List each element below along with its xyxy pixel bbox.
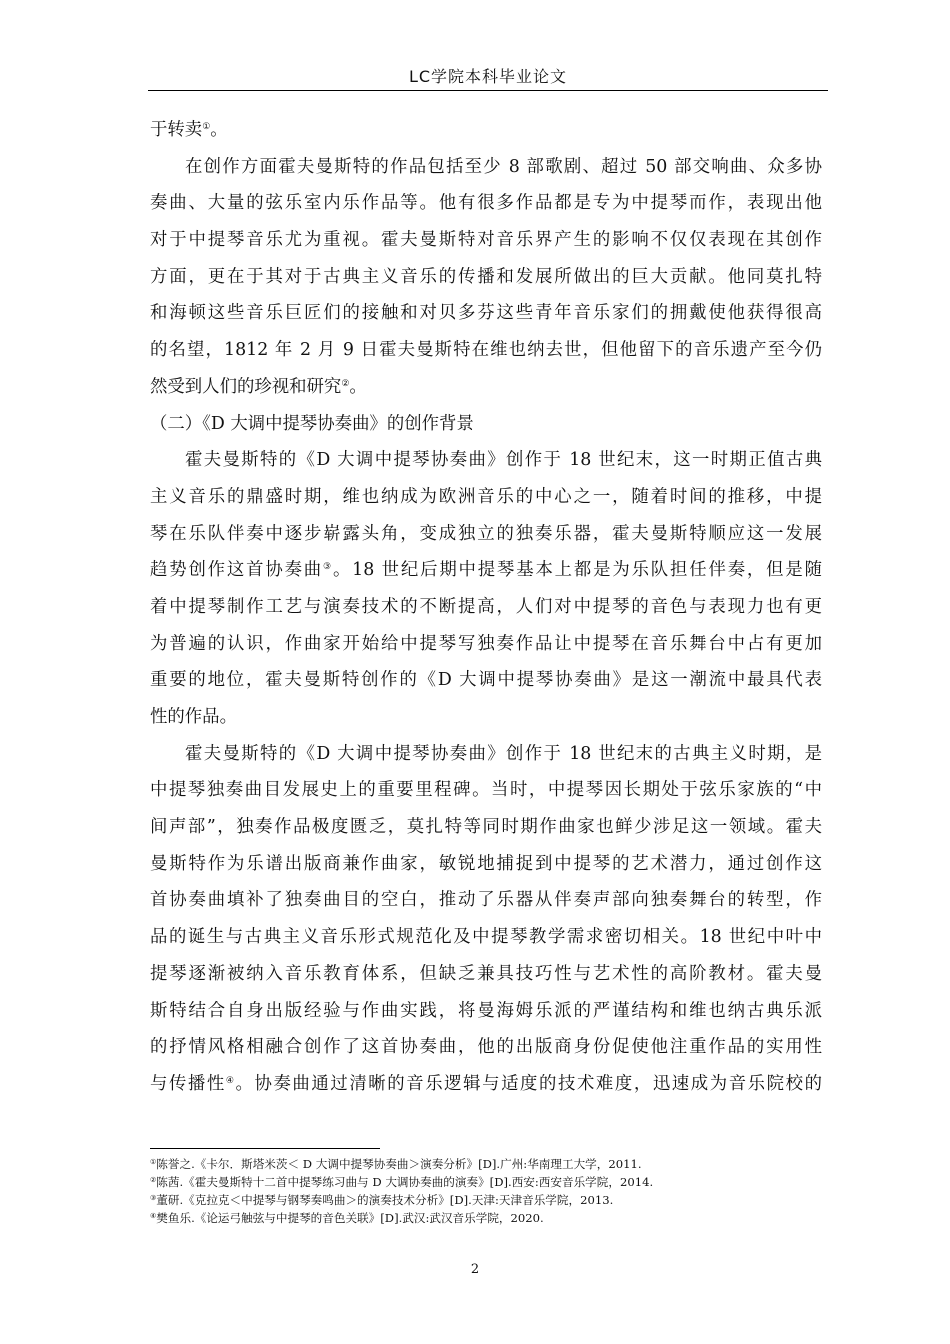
- body-line: 品的诞生与古典主义音乐形式规范化及中提琴教学需求密切相关。18 世纪中叶中: [150, 927, 822, 948]
- footnote: ④樊鱼乐.《论运弓触弦与中提琴的音色关联》[D].武汉:武汉音乐学院，2020.: [150, 1211, 544, 1225]
- body-line: 性的作品。: [150, 707, 237, 727]
- body-text: [150, 112, 822, 1103]
- body-line: 的名望，1812 年 2 月 9 日霍夫曼斯特在维也纳去世，但他留下的音乐遗产至今仍: [150, 340, 822, 361]
- footnote-ref: ①: [202, 122, 211, 132]
- body-line: 然受到人们的珍视和研究②。: [150, 376, 367, 397]
- body-line: 方面，更在于其对于古典主义音乐的传播和发展所做出的巨大贡献。他同莫扎特: [150, 266, 822, 287]
- body-line: 趋势创作这首协奏曲③。18 世纪后期中提琴基本上都是为乐队担任伴奏，但是随: [150, 560, 822, 581]
- body-line: 首协奏曲填补了独奏曲目的空白，推动了乐器从伴奏声部向独奏舞台的转型，作: [150, 890, 822, 911]
- body-line: 和海顿这些音乐巨匠们的接触和对贝多芬这些青年音乐家们的拥戴使他获得很高: [150, 303, 822, 324]
- body-line: 为普遍的认识，作曲家开始给中提琴写独奏作品让中提琴在音乐舞台中占有更加: [150, 633, 822, 654]
- body-line: 着中提琴制作工艺与演奏技术的不断提高，人们对中提琴的音色与表现力也有更: [150, 596, 822, 617]
- body-line: 提琴逐渐被纳入音乐教育体系，但缺乏兼具技巧性与艺术性的高阶教材。霍夫曼: [150, 963, 822, 984]
- body-line: 霍夫曼斯特的《D 大调中提琴协奏曲》创作于 18 世纪末，这一时期正值古典: [185, 450, 822, 471]
- footnote-separator: [150, 1148, 380, 1149]
- running-header: LC学院本科毕业论文: [408, 67, 568, 86]
- header-rule: [148, 90, 828, 91]
- body-line: 间声部”，独奏作品极度匮乏，莫扎特等同时期作曲家也鲜少涉足这一领域。霍夫: [150, 817, 822, 838]
- body-line: 曼斯特作为乐谱出版商兼作曲家，敏锐地捕捉到中提琴的艺术潜力，通过创作这: [150, 853, 822, 874]
- page-number: 2: [470, 1262, 480, 1277]
- footnote: ①陈誉之.《卡尔．斯塔米茨＜ D 大调中提琴协奏曲＞演奏分析》[D].广州:华南理工大学，2011.: [150, 1157, 642, 1171]
- section-heading: （二）《D 大调中提琴协奏曲》的创作背景: [150, 413, 474, 434]
- body-line: 斯特结合自身出版经验与作曲实践，将曼海姆乐派的严谨结构和维也纳古典乐派: [150, 1000, 822, 1021]
- body-line: 与传播性④。协奏曲通过清晰的音乐逻辑与适度的技术难度，迅速成为音乐院校的: [150, 1073, 822, 1094]
- footnote-ref: ②: [341, 378, 350, 389]
- footnote: ③董研.《克拉克＜中提琴与钢琴奏鸣曲＞的演奏技术分析》[D].天津:天津音乐学院，2013.: [150, 1193, 614, 1207]
- footnote-ref: ③: [323, 562, 333, 573]
- body-line: 奏曲、大量的弦乐室内乐作品等。他有很多作品都是专为中提琴而作，表现出他: [150, 193, 822, 214]
- body-line: 重要的地位，霍夫曼斯特创作的《D 大调中提琴协奏曲》是这一潮流中最具代表: [150, 670, 822, 691]
- footnote: ②陈茜.《霍夫曼斯特十二首中提琴练习曲与 D 大调协奏曲的演奏》[D].西安:西安音乐学院，2014.: [150, 1175, 654, 1189]
- body-line: 于转卖①。: [150, 120, 228, 140]
- body-line: 琴在乐队伴奏中逐步崭露头角，变成独立的独奏乐器，霍夫曼斯特顺应这一发展: [150, 523, 822, 544]
- body-line: 在创作方面霍夫曼斯特的作品包括至少 8 部歌剧、超过 50 部交响曲、众多协: [185, 156, 822, 177]
- body-line: 主义音乐的鼎盛时期，维也纳成为欧洲音乐的中心之一，随着时间的推移，中提: [150, 486, 822, 507]
- body-line: 霍夫曼斯特的《D 大调中提琴协奏曲》创作于 18 世纪末的古典主义时期，是: [185, 743, 822, 764]
- body-line: 的抒情风格相融合创作了这首协奏曲，他的出版商身份促使他注重作品的实用性: [150, 1037, 822, 1058]
- footnote-ref: ④: [225, 1075, 236, 1086]
- body-line: 对于中提琴音乐尤为重视。霍夫曼斯特对音乐界产生的影响不仅仅表现在其创作: [150, 230, 822, 251]
- body-line: 中提琴独奏曲目发展史上的重要里程碑。当时，中提琴因长期处于弦乐家族的“中: [150, 780, 822, 801]
- footnotes: [150, 1155, 830, 1227]
